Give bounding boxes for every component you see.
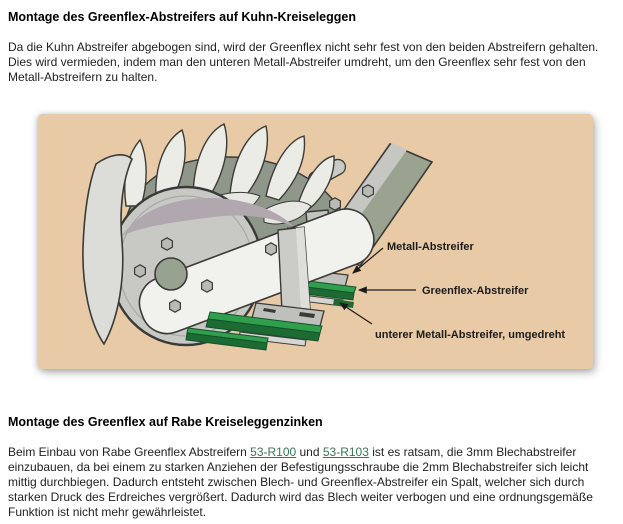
link-53-r103[interactable]: 53-R103: [322, 445, 369, 459]
harrow-diagram-svg: [38, 114, 593, 369]
hub: [155, 258, 187, 290]
section1-paragraph: Da die Kuhn Abstreifer abgebogen sind, wird der Greenflex nicht sehr fest von den beiden Abstreifern gehalten. Dies wird vermieden, indem man den unteren Metall-Abstreifer umdreht, um den Greenflex sehr fest von den Metall-Abstreifern zu halten.: [8, 40, 599, 84]
link-53-r100[interactable]: 53-R100: [250, 445, 297, 459]
figure-label-metall-abstreifer: Metall-Abstreifer: [387, 241, 474, 253]
paragraph2-text-2: und: [296, 445, 323, 459]
figure-label-greenflex-abstreifer: Greenflex-Abstreifer: [422, 285, 529, 297]
section1-heading: Montage des Greenflex-Abstreifers auf Kuhn-Kreiseleggen: [8, 10, 356, 24]
paragraph2-text-3: ist es ratsam, die 3mm Blechabstreifer einzubauen, da bei einem zu starken Anziehen der Befestigungsschraube die 2mm Blechabstreifer sich leicht mittig durchbiegen. Dadurch entsteht zwischen Blech- und Greenflex-Abstreifer ein Spalt, welcher sich durch starken Druck des Erdreiches vergrößert. Dadurch wird das Blech weiter verbogen und eine ordnungsgemäße Funktion ist nicht mehr gewährleistet.: [8, 445, 593, 519]
paragraph2-text-1: Beim Einbau von Rabe Greenflex Abstreifern: [8, 445, 251, 459]
section2-paragraph: [8, 445, 615, 520]
figure-kuhn-harrow-illustration: [38, 114, 593, 369]
section2-heading: Montage des Greenflex auf Rabe Kreiseleggenzinken: [8, 415, 323, 429]
figure-label-unterer-metall-abstreifer: unterer Metall-Abstreifer, umgedreht: [375, 329, 566, 341]
